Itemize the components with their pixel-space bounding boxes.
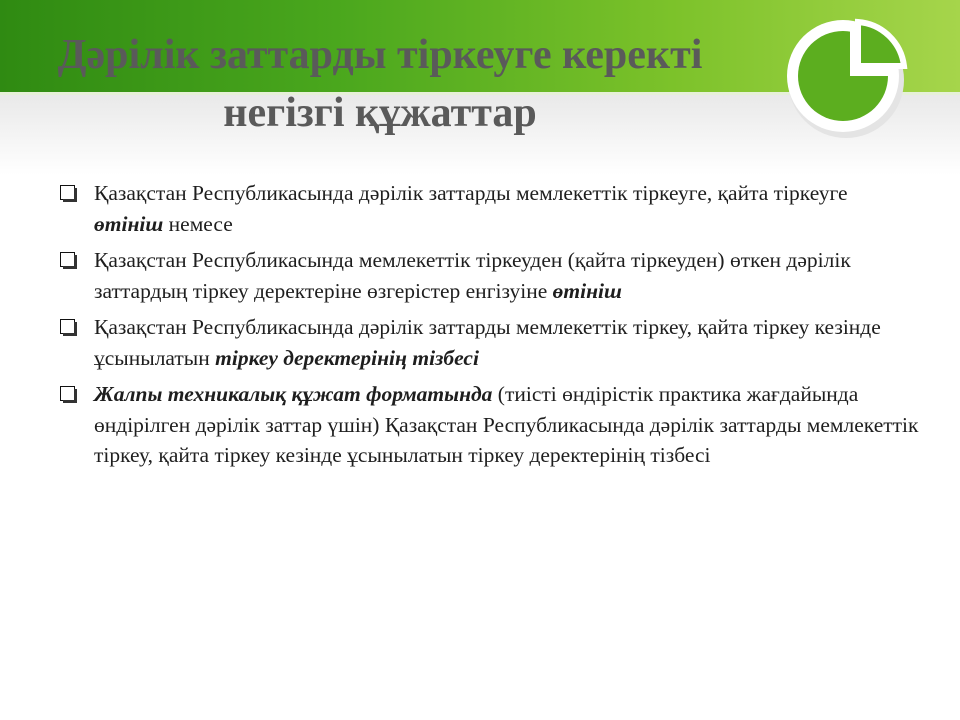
checkbox-bullet-icon xyxy=(60,319,75,334)
checkbox-bullet-icon xyxy=(60,386,75,401)
checkbox-bullet-icon xyxy=(60,252,75,267)
item-emphasis: өтініш xyxy=(552,278,622,303)
item-emphasis: тіркеу деректерінің тізбесі xyxy=(215,345,479,370)
list-item xyxy=(60,379,920,471)
item-text: Қазақстан Республикасында мемлекеттік тіркеуден (қайта тіркеуден) өткен дәрілік заттардың тіркеу деректеріне өзгерістер енгізуіне xyxy=(94,248,851,303)
title-line-1: Дәрілік заттарды тіркеуге керекті xyxy=(57,32,703,78)
item-emphasis: өтініш xyxy=(94,211,164,236)
item-text-end: немесе xyxy=(163,211,233,236)
title-line-2: негізгі құжаттар xyxy=(223,90,537,136)
list-item xyxy=(60,312,920,373)
checkbox-bullet-icon xyxy=(60,185,75,200)
document-list xyxy=(60,178,920,477)
item-text: Қазақстан Республикасында дәрілік заттарды мемлекеттік тіркеуге, қайта тіркеуге xyxy=(94,181,848,205)
item-text: Қазақстан Республикасында дәрілік заттарды мемлекеттік тіркеу, қайта тіркеу кезінде ұсынылатын xyxy=(94,315,881,370)
item-text: (тиісті өндірістік практика жағдайында өндірілген дәрілік заттар үшін) Қазақстан Республикасында дәрілік заттарды мемлекеттік тіркеу, қайта тіркеу кезінде ұсынылатын тіркеу деректерінің тізбесі xyxy=(94,382,919,467)
list-item xyxy=(60,178,920,239)
pie-logo-icon xyxy=(786,14,916,144)
list-item xyxy=(60,245,920,306)
slide-title xyxy=(0,26,760,142)
item-emphasis: Жалпы техникалық құжат форматында xyxy=(94,382,493,406)
